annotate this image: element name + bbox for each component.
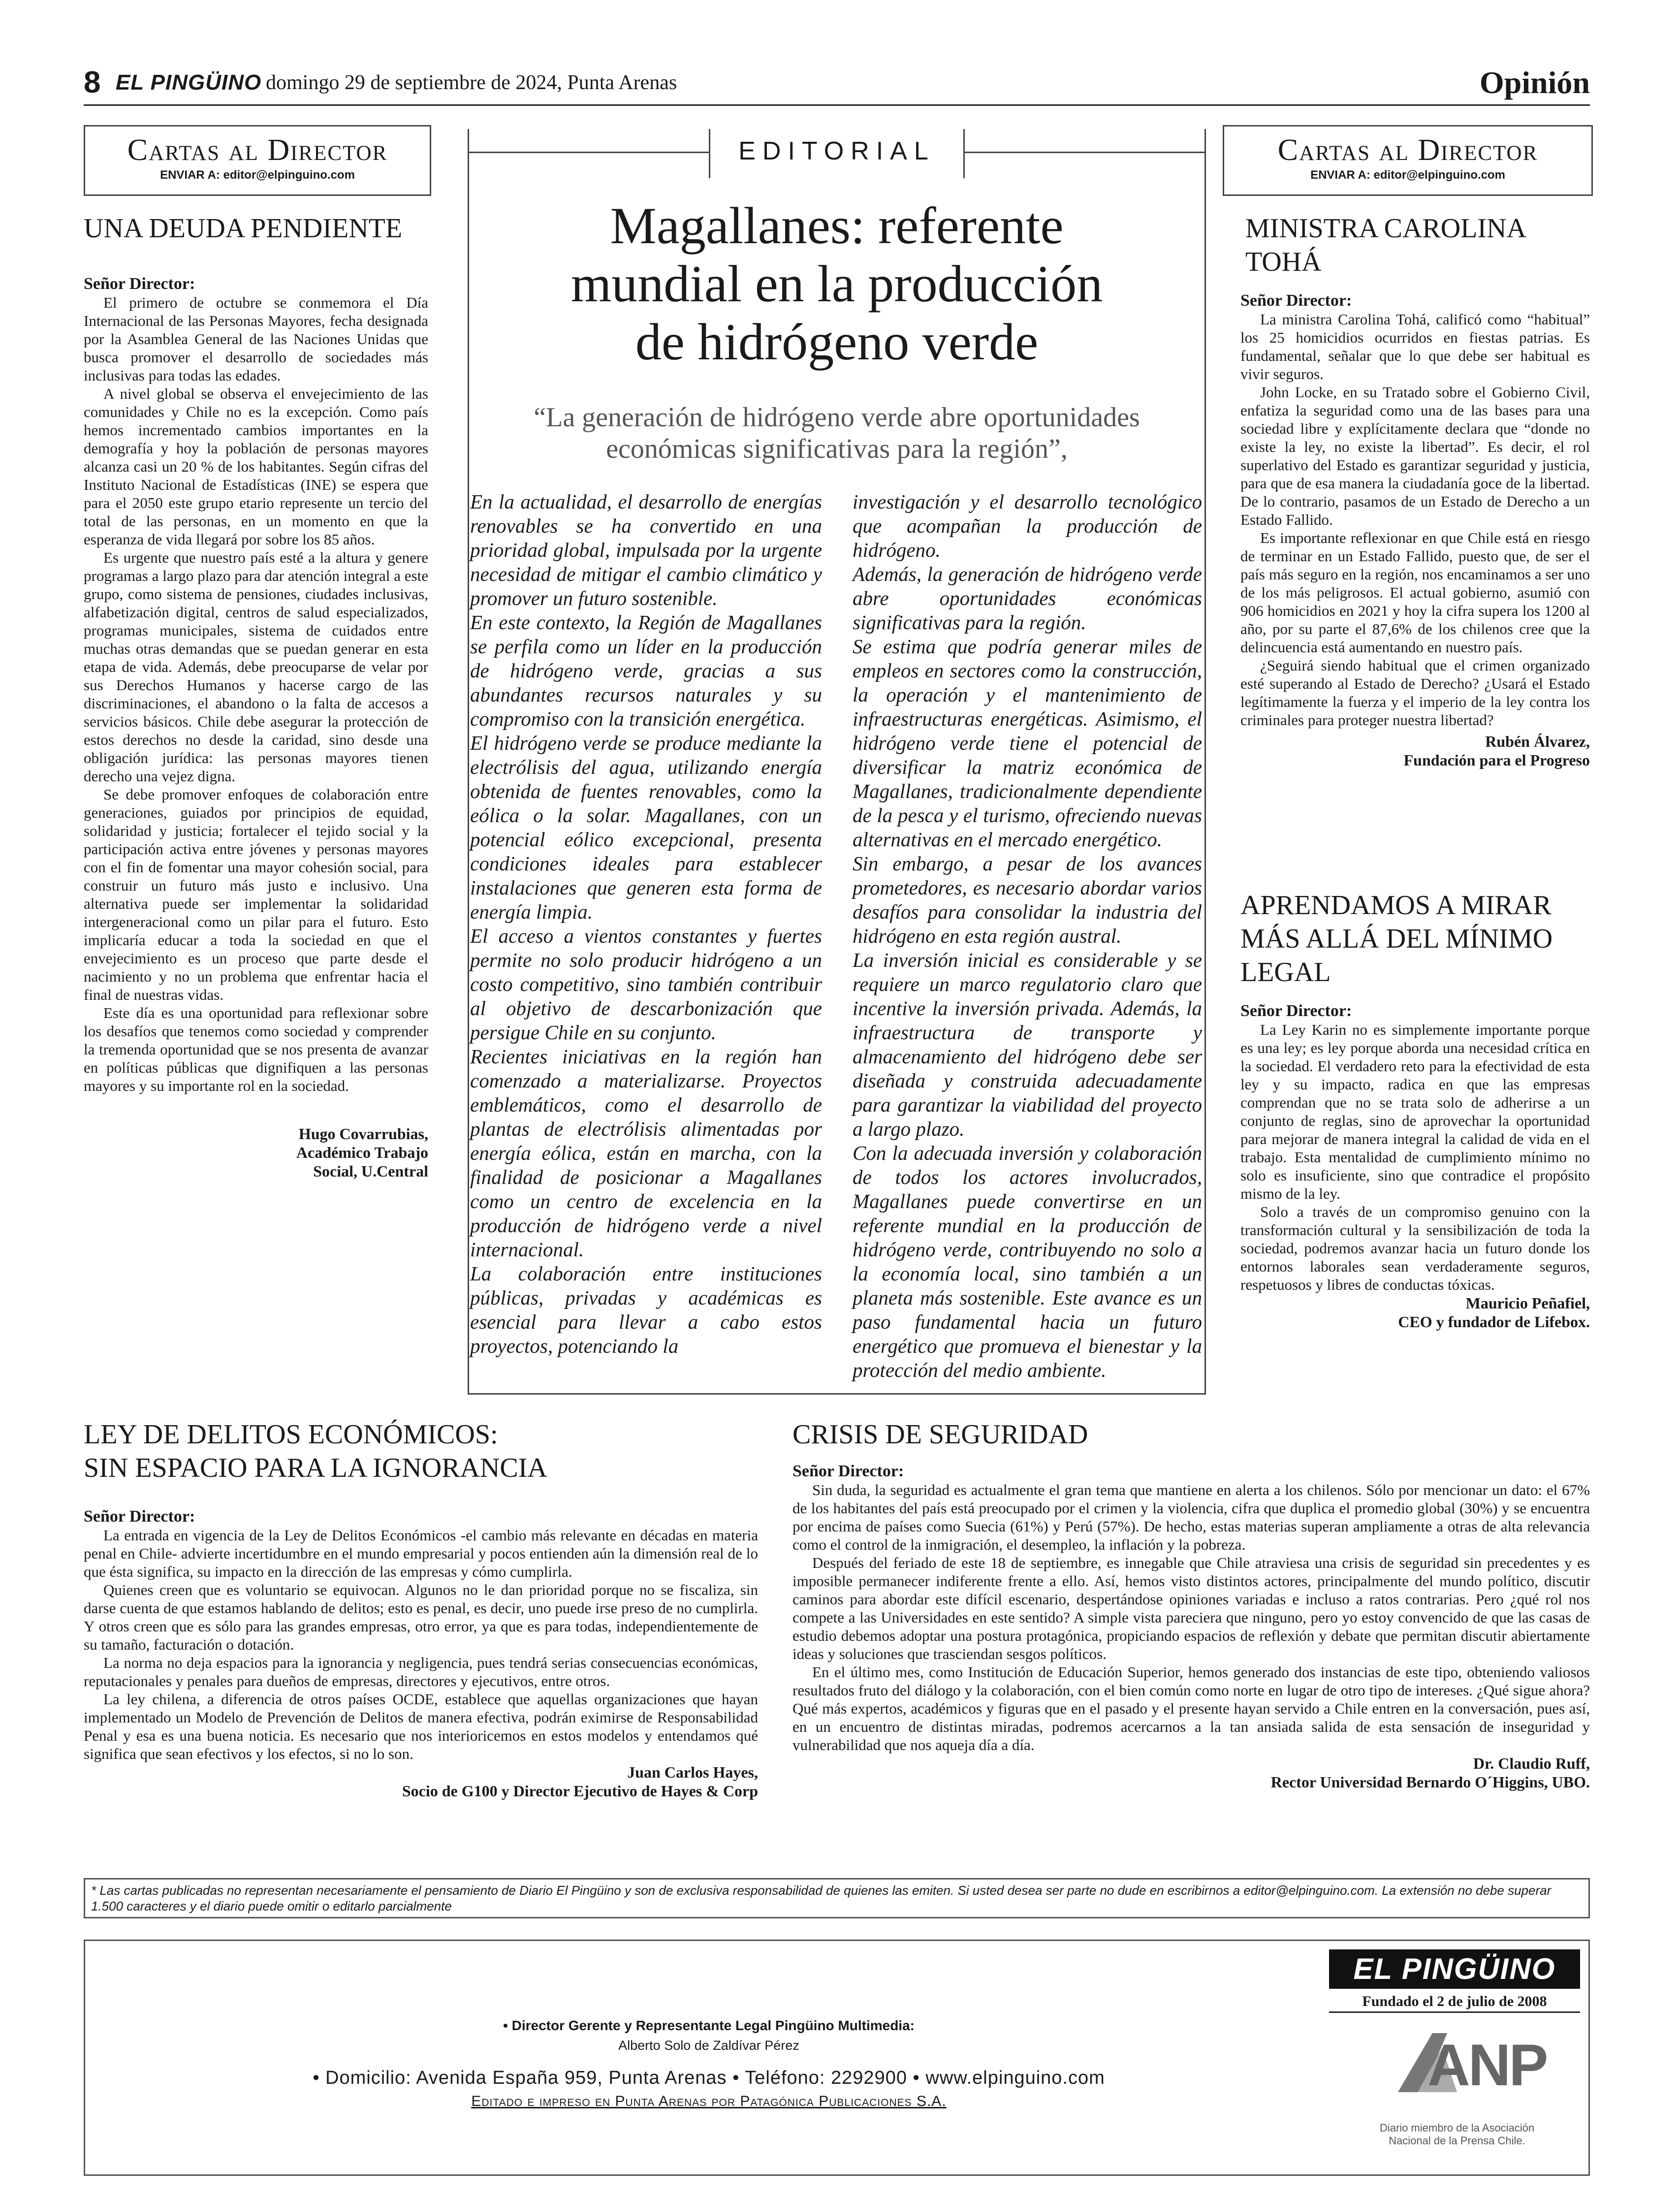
disclaimer-box [84,1878,1590,1918]
letters-box-right [1223,125,1593,196]
footer-director-label: • Director Gerente y Representante Legal Pingüino Multimedia: [503,2018,915,2033]
signature-role: Social, U.Central [313,1162,428,1180]
page-number: 8 [84,65,101,99]
letter-paragraph: Es urgente que nuestro país esté a la altura y genere programas a largo plazo para dar atención integral a este grupo, como sistema de pensiones, ciudades inclusivas, alfabetización digital, centros de salud especializados, programas municipales, sistema de cuidados entre muchas otras demandas que se puedan generar en esta etapa de vida. Además, debe preocuparse de velar por sus Derechos Humanos y hacerse cargo de las discriminaciones, el abandono o la falta de accesos a servicios básicos. Chile debe asegurar la protección de estos derechos no desde la caridad, sino desde una obligación jurídica: las personas mayores tienen derecho una vejez digna. [84,549,428,785]
signature-role: Académico Trabajo [296,1144,428,1161]
letter-salute: Señor Director: [792,1462,904,1480]
footer-founded: Fundado el 2 de julio de 2008 [1329,1992,1580,2013]
editorial-paragraph: En este contexto, la Región de Magallanes se perfila como un líder en la producción de hidrógeno verde, gracias a sus abundantes recursos naturales y su compromiso con la transición energética. [470,611,822,730]
letter-signature [1240,1294,1590,1331]
anp-caption-line: Diario miembro de la Asociación [1379,2122,1535,2134]
letter-signature [84,1124,428,1180]
header-rule [84,104,1590,106]
editorial-pull-quote [473,402,1201,465]
pull-quote-line: económicas significativas para la región”, [606,434,1068,464]
letter-paragraph: Este día es una oportunidad para reflexionar sobre los desafíos que tenemos como sociedad y comprender la tremenda oportunidad que se nos presenta de avanzar en políticas públicas que dignifiquen a las personas mayores y su importante rol en la sociedad. [84,1004,428,1094]
letter-paragraph: La Ley Karin no es simplemente importante porque es una ley; es ley porque aborda una necesidad crítica en la sociedad. El verdadero reto para la efectividad de esta ley y su impacto, radica en que las empresas comprendan que no se trata solo de adherirse a un conjunto de reglas, sino de aprovechar la oportunidad para mejorar de manera integral la calidad de vida en el trabajo. Esta mentalidad de cumplimiento mínimo no solo es insuficiente, sino que contradice el propósito mismo de la ley. [1240,1021,1590,1202]
editorial-paragraph: El acceso a vientos constantes y fuertes permite no solo producir hidrógeno a un costo competitivo, sino también contribuir al objetivo de descarbonización que persigue Chile en su conjunto. [470,924,822,1044]
letter-body [84,293,428,1095]
letter-paragraph: La norma no deja espacios para la ignorancia y negligencia, pues tendrá serias consecuencias económicas, reputacionales y penales para dueños de empresas, directores y ejecutivos, entre otros. [84,1654,758,1689]
anp-caption-line: Nacional de la Prensa Chile. [1389,2134,1525,2147]
editorial-paragraph: investigación y el desarrollo tecnológico que acompañan la producción de hidrógeno. [853,490,1202,561]
disclaimer-text: * Las cartas publicadas no representan necesariamente el pensamiento de Diario El Pingüino y son de exclusiva responsabilidad de quienes las emiten. Si usted desea ser parte no dude en escribirnos a editor@elpinguino.com. La extensión no debe superar 1.500 caracteres y el diario puede omitir o editarlo parcialmente [91,1883,1552,1913]
letter-title: UNA DEUDA PENDIENTE [84,213,403,244]
letter-paragraph: Es importante reflexionar en que Chile está en riesgo de terminar en un Estado Fallido, puesto que, de ser el país más seguro en la región, nos encaminamos a ser uno de los más peligrosos. El actual gobierno, asumió con 906 homicidios en 2021 y hoy la cifra supera los 1200 al año, por su parte el 87,6% de los chilenos cree que la delincuencia está aumentando en nuestro país. [1240,529,1590,656]
anp-caption [1359,2122,1555,2147]
letter-paragraph: A nivel global se observa el envejecimiento de las comunidades y Chile no es la excepción. Como país hemos incrementado cambios importantes en la demografía y hoy la población de personas mayores alcanza casi un 20 % de los habitantes. Según cifras del Instituto Nacional de Estadísticas (INE) se espera que para el 2050 este grupo etario represente un tercio del total de las personas, en un momento en que la esperanza de vida llegará por sobre los 85 años. [84,385,428,548]
anp-letters: ANP [1427,2032,1547,2098]
signature-name: Mauricio Peñafiel, [1465,1294,1590,1312]
editorial-paragraph: La colaboración entre instituciones públicas, privadas y académicas es esencial para llevar a cabo estos proyectos, potenciando la [470,1262,822,1357]
letter-paragraph: Sin duda, la seguridad es actualmente el gran tema que mantiene en alerta a los chilenos. Sólo por mencionar un dato: el 67% de los habitantes del país está preocupado por el crimen y la violencia, cifra que duplica el promedio global (30%) y se encuentra por encima de países como Suecia (61%) y Perú (57%). De hecho, estas materias superan ampliamente a otras de alta relevancia como el control de la inmigración, el desempleo, la inflación y la pobreza. [792,1481,1590,1553]
letter-title: CRISIS DE SEGURIDAD [792,1419,1088,1450]
editorial-column-1 [470,490,822,1358]
editorial-title: Magallanes: referente [610,197,1064,255]
letter-title: LEY DE DELITOS ECONÓMICOS: [84,1419,498,1450]
letter-ley-delitos-economicos [84,1418,758,1800]
footer-address: • Domicilio: Avenida España 959, Punta Arenas • Teléfono: 2292900 • www.elpinguino.com [313,2068,1105,2088]
letter-paragraph: El primero de octubre se conmemora el Día Internacional de las Personas Mayores, fecha designada por la Asamblea General de las Naciones Unidas que busca promover el desarrollo de sociedades más inclusivas para todas las edades. [84,294,428,384]
letter-salute: Señor Director: [84,1507,195,1526]
editorial-paragraph: Se estima que podría generar miles de empleos en sectores como la construcción, la operación y el mantenimiento de infraestructuras energéticas. Asimismo, el hidrógeno verde tiene el potencial de diversificar la matriz económica de Magallanes, tradicionalmente dependiente de la pesca y el turismo, ofreciendo nuevas alternativas en el mercado energético. [853,635,1202,851]
letter-signature [792,1754,1590,1791]
letter-signature [84,1763,758,1800]
signature-name: Dr. Claudio Ruff, [1473,1754,1590,1772]
editorial-label-box [709,129,965,178]
editorial-paragraph: Sin embargo, a pesar de los avances prometedores, es necesario abordar varios desafíos para consolidar la industria del hidrógeno en esta región austral. [853,852,1202,947]
date-line: domingo 29 de septiembre de 2024, Punta Arenas [266,71,677,94]
footer-director-name: Alberto Solo de Zaldívar Pérez [618,2038,799,2053]
letter-paragraph: Solo a través de un compromiso genuino con la transformación cultural y la sensibilización de toda la sociedad, podremos avanzar hacia un futuro donde los entornos laborales sean verdaderamente seguros, respetuosos y libres de conductas tóxicas. [1240,1203,1590,1293]
letter-paragraph: La ley chilena, a diferencia de otros países OCDE, establece que aquellas organizaciones que hayan implementado un Modelo de Prevención de Delitos de manera efectiva, podrán eximirse de Responsabilidad Penal y esa es una buena noticia. Es necesario que nos interioricemos en estos modelos y entendamos qué significa que sean efectivos y los efectos, si no lo son. [84,1690,758,1762]
editorial-border-right [1205,129,1206,1394]
letter-title: MINISTRA CAROLINA [1245,213,1526,244]
letter-signature [1240,732,1590,769]
letter-ministra-carolina-toha [1240,212,1590,769]
letter-paragraph: La entrada en vigencia de la Ley de Delitos Económicos -el cambio más relevante en décadas en materia penal en Chile- advierte incertidumbre en el mundo empresarial y pocos entienden aún la dimensión real de lo que ésta significa, su impacto en la dirección de las empresas y cómo cumplirla. [84,1527,758,1580]
editorial-paragraph: Recientes iniciativas en la región han comenzado a materializarse. Proyectos emblemáticos, como el desarrollo de plantas de electrólisis alimentadas por energía eólica, están en marcha, con la finalidad de posicionar a Magallanes como un centro de excelencia en la producción de hidrógeno verde a nivel internacional. [470,1045,822,1261]
signature-role: CEO y fundador de Lifebox. [1398,1313,1590,1331]
footer-publisher: Editado e impreso en Punta Arenas por Patagónica Publicaciones S.A. [471,2093,947,2109]
letter-paragraph: ¿Seguirá siendo habitual que el crimen organizado esté superando al Estado de Derecho? ¿Usará el Estado legítimamente la fuerza y el imperio de la ley contra los criminales para proteger nuestra libertad? [1240,657,1590,729]
letter-una-deuda-pendiente [84,212,428,1180]
letter-body [1240,1020,1590,1294]
anp-logo [1388,2028,1547,2122]
editorial-border-bottom [468,1393,1206,1395]
section-name: Opinión [1479,65,1590,100]
letter-title: LEGAL [1240,957,1331,988]
signature-role: Rector Universidad Bernardo O´Higgins, UBO. [1270,1773,1590,1791]
letter-paragraph: John Locke, en su Tratado sobre el Gobierno Civil, enfatiza la seguridad como una de las bases para una sociedad libre y explícitamente declara que “donde no existe la ley, no existe la libertad”. Es decir, el rol superlativo del Estado es garantizar seguridad y justicia, para que de esa manera la ciudadanía goce de la libertad. De lo contrario, pasamos de un Estado de Derecho a un Estado Fallido. [1240,383,1590,528]
letter-aprendamos-a-mirar [1240,889,1590,1331]
editorial-label-rule-right [965,152,1206,153]
letter-title: MÁS ALLÁ DEL MÍNIMO [1240,924,1553,954]
editorial-label: EDITORIAL [738,137,935,165]
signature-role: Fundación para el Progreso [1403,751,1590,769]
footer-credits [197,2016,1221,2111]
letter-body [1240,310,1590,729]
letter-body [792,1481,1590,1754]
page-header [84,63,1590,102]
letter-paragraph: En el último mes, como Institución de Educación Superior, hemos generado dos instancias de este tipo, obteniendo valiosos resultados fruto del diálogo y la colaboración, con el bien común como norte en lugar de otro tipo de intereses. ¿Qué sigue ahora? Qué más expertos, académicos y figuras que en el pasado y el presente hayan servido a Chile entren en la conversación, pues así, en un encuentro de distintas miradas, podremos acercarnos a la tan ansiada salida de esta sensación de inseguridad y vulnerabilidad que nos aqueja día a día. [792,1663,1590,1753]
footer-brand-badge: EL PINGÜINO [1329,1949,1580,1989]
editorial-paragraph: Con la adecuada inversión y colaboración de todos los actores involucrados, Magallanes puede convertirse en un referente mundial en la producción de hidrógeno verde, contribuyendo no solo a la economía local, sino también a un planeta más sostenible. Este avance es un paso fundamental hacia un futuro energético que promueva el bienestar y la protección del medio ambiente. [853,1142,1202,1381]
letters-box-email: ENVIAR A: editor@elpinguino.com [1310,168,1505,182]
letters-box-left [84,125,431,196]
letter-body [84,1526,758,1763]
signature-name: Hugo Covarrubias, [298,1125,428,1143]
letter-title: TOHÁ [1245,247,1322,277]
letters-box-title: Cartas al Director [127,133,388,167]
editorial-title: de hidrógeno verde [635,313,1039,371]
signature-name: Juan Carlos Hayes, [627,1763,758,1781]
letter-title: APRENDAMOS A MIRAR [1240,890,1552,921]
letter-paragraph: Se debe promover enfoques de colaboración entre generaciones, guiados por principios de equidad, solidaridad y justicia; fortalecer el tejido social y la participación activa entre jóvenes y personas mayores con el fin de fomentar una mayor cohesión social, para construir un futuro más justo e inclusivo. Una alternativa puede ser implementar la solidaridad intergeneracional como un pilar para el futuro. Esto implicaría educar a toda la sociedad en que el envejecimiento es un proceso que parte desde el nacimiento y no un problema que enfrentar hacia el final de nuestras vidas. [84,786,428,1003]
letter-salute: Señor Director: [84,275,195,293]
editorial-border-left [468,129,469,1394]
letters-box-title: Cartas al Director [1277,133,1538,167]
letter-title: SIN ESPACIO PARA LA IGNORANCIA [84,1453,547,1483]
editorial-title: mundial en la producción [571,255,1103,313]
editorial-paragraph: Además, la generación de hidrógeno verde abre oportunidades económicas significativas para la región. [853,563,1202,634]
letter-salute: Señor Director: [1240,1002,1352,1020]
signature-role: Socio de G100 y Director Ejecutivo de Hayes & Corp [402,1782,758,1800]
editorial-column-2 [853,490,1202,1382]
editorial-paragraph: En la actualidad, el desarrollo de energías renovables se ha convertido en una prioridad global, impulsada por la urgente necesidad de mitigar el cambio climático y promover un futuro sostenible. [470,490,822,609]
letter-paragraph: Quienes creen que es voluntario se equivocan. Algunos no le dan prioridad porque no se fiscaliza, sin darse cuenta de que estamos hablando de delitos; esto es penal, es decir, uno puede irse preso de no cumplirla. Y otros creen que es sólo para las grandes empresas, otro error, ya que es para todas, independientemente de su tamaño, facturación o dotación. [84,1581,758,1653]
brand-name: EL PINGÜINO [116,70,262,95]
letter-crisis-de-seguridad [792,1418,1590,1791]
letters-box-email: ENVIAR A: editor@elpinguino.com [160,168,355,182]
editorial-paragraph: La inversión inicial es considerable y se requiere un marco regulatorio claro que incentive la inversión privada. Además, la infraestructura de transporte y almacenamiento del hidrógeno debe ser diseñada y construida adecuadamente para garantizar la viabilidad del proyecto a largo plazo. [853,949,1202,1140]
editorial-paragraph: El hidrógeno verde se produce mediante la electrólisis del agua, utilizando energía obtenida de fuentes renovables, como la eólica o la solar. Magallanes, con un potencial eólico excepcional, presenta condiciones ideales para establecer instalaciones que generen esta forma de energía limpia. [470,732,822,923]
editorial-label-rule-left [468,152,709,153]
letter-paragraph: Después del feriado de este 18 de septiembre, es innegable que Chile atraviesa una crisis de seguridad sin precedentes y es imposible permanecer indiferente frente a ello. Así, hemos visto distintos actores, principalmente del mundo político, discutir caminos para abordar este difícil escenario, despertándose opiniones variadas e incluso a ratos contrarias. Pero ¿qué rol nos compete a las Universidades en este sentido? A simple vista pareciera que ninguno, pero yo estoy convencido de que las casas de estudio debemos adoptar una postura protagónica, propiciando espacios de reflexión y debate que permitan discutir abiertamente ideas y soluciones que trasciendan sesgos políticos. [792,1554,1590,1662]
signature-name: Rubén Álvarez, [1485,733,1590,750]
letter-paragraph: La ministra Carolina Tohá, calificó como “habitual” los 25 homicidios ocurridos en fiestas patrias. Es fundamental, señalar que lo que debe ser habitual es vivir seguros. [1240,311,1590,382]
editorial-headline [473,197,1201,371]
letter-salute: Señor Director: [1240,291,1352,310]
pull-quote-line: “La generación de hidrógeno verde abre oportunidades [534,402,1140,433]
